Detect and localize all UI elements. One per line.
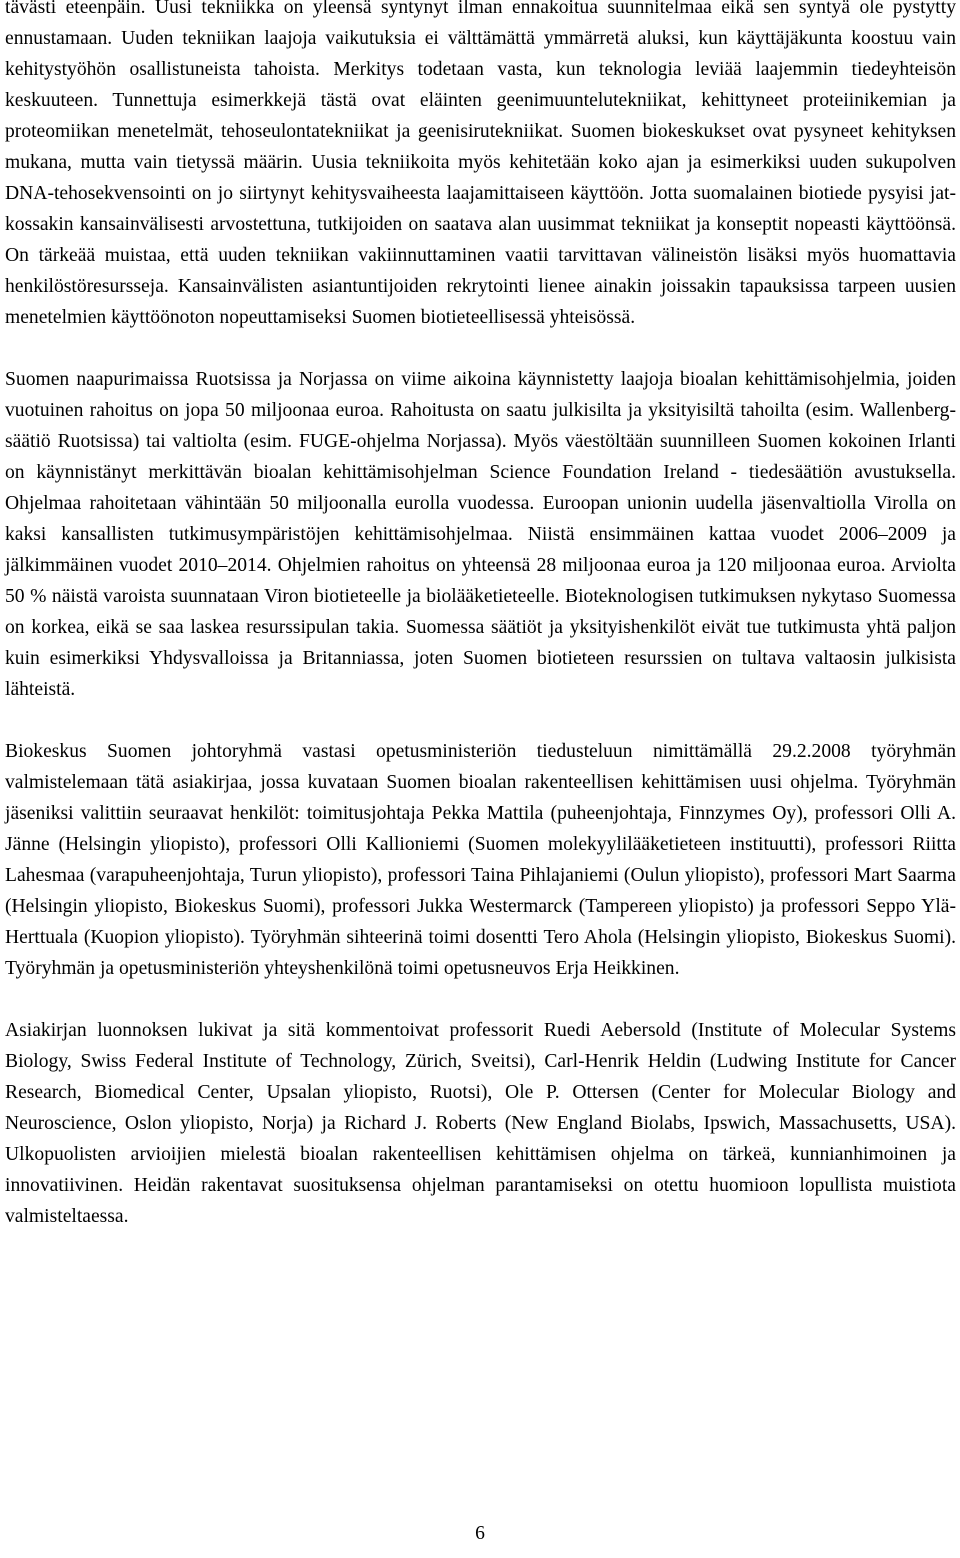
- paragraph-neighbour-programmes: Suomen naapurimaissa Ruotsissa ja Norjassa on viime aikoina käynnistetty laajoja bioalan kehittämisohjelmia, joiden vuotuinen rahoitus on jopa 50 miljoonaa euroa. Rahoitusta on saatu julkisilta ja yksityisiltä tahoilta (esim. Wallenberg-säätiö Ruotsissa) tai valtiolta (esim. FUGE-ohjelma Norjassa). Myös väestöltään suunnilleen Suomen kokoinen Irlanti on käynnistänyt merkittävän bioalan kehittämisohjelman Science Foundation Ireland - tiedesäätiön avustuksella. Ohjelmaa rahoitetaan vähintään 50 miljoonalla eurolla vuodessa. Euroopan unionin uudella jäsenvaltiolla Virolla on kaksi kansallisten tutkimusympäristöjen kehittämisohjelmaa. Niistä ensimmäinen kattaa vuodet 2006–2009 ja jälkimmäinen vuodet 2010–2014. Ohjelmien rahoitus on yhteensä 28 miljoonaa euroa ja 120 miljoonaa euroa. Arviolta 50 % näistä varoista suunnataan Viron biotieteelle ja biolääketieteelle. Bioteknologisen tutkimuksen nykytaso Suomessa on korkea, eikä se saa laskea resurssipulan takia. Suomessa säätiöt ja yksityishenkilöt eivät tue tutkimusta yhtä paljon kuin esimerkiksi Yhdysvalloissa ja Britanniassa, joten Suomen biotieteen resurssien on tultava valtaosin julkisista lähteistä.: [5, 369, 956, 700]
- paragraph-working-group: Biokeskus Suomen johtoryhmä vastasi opetusministeriön tiedusteluun nimittämällä 29.2.2008 työryhmän valmistelemaan tätä asiakirjaa, jossa kuvataan Suomen bioalan rakenteellisen kehittämisen uusi ohjelma. Työryhmän jäseniksi valittiin seuraavat henkilöt: toimitusjohtaja Pekka Mattila (puheenjohtaja, Finnzymes Oy), professori Olli A. Jänne (Helsingin yliopisto), professori Olli Kallioniemi (Suomen molekyylilääketieteen instituutti), professori Riitta Lahesmaa (varapuheenjohtaja, Turun yliopisto), professori Taina Pihlajaniemi (Oulun yliopisto), professori Mart Saarma (Helsingin yliopisto, Biokeskus Suomi), professori Jukka Westermarck (Tampereen yliopisto) ja professori Seppo Ylä-Herttuala (Kuopion yliopisto). Työryhmän sihteerinä toimi dosentti Tero Ahola (Helsingin yliopisto, Biokeskus Suomi). Työryhmän ja opetusministeriön yhteyshenkilönä toimi opetusneuvos Erja Heikkinen.: [5, 741, 956, 979]
- paragraph-external-reviewers: Asiakirjan luonnoksen lukivat ja sitä kommentoivat professorit Ruedi Aebersold (Institute of Molecular Systems Biology, Swiss Federal Institute of Technology, Zürich, Sveitsi), Carl-Henrik Heldin (Ludwing Institute for Cancer Research, Biomedical Center, Upsalan yliopisto, Ruotsi), Ole P. Ottersen (Center for Molecular Biology and Neuroscience, Oslon yliopisto, Norja) ja Richard J. Roberts (New England Biolabs, Ipswich, Massachusetts, USA). Ulkopuolisten arvioijien mielestä bioalan rakenteellisen kehittämisen ohjelma on tärkeä, kunnianhimoinen ja innovatiivinen. Heidän rakentavat suosituksensa ohjelman parantamiseksi on otettu huomioon lopullista muistiota valmisteltaessa.: [5, 1020, 956, 1227]
- page-number: 6: [475, 1523, 485, 1544]
- paragraph-technology-adoption: tävästi eteenpäin. Uusi tekniikka on yleensä syntynyt ilman ennakoitua suunnitelmaa eikä sen syntyä ole pystytty ennustamaan. Uuden tekniikan laajoja vaikutuksia ei välttämättä ymmärretä aluksi, kun käyttäjäkunta koostuu vain kehitystyöhön osallistuneista tahoista. Merkitys todetaan vasta, kun teknologia leviää laajemmin tiedeyhteisön keskuuteen. Tunnettuja esimerkkejä tästä ovat eläinten geenimuuntelutekniikat, kehittyneet proteiinikemian ja proteomiikan menetelmät, tehoseulontatekniikat ja geenisirutekniikat. Suomen biokeskukset ovat pysyneet kehityksen mukana, mutta vain tietyssä määrin. Uusia tekniikoita myös kehitetään koko ajan ja esimerkiksi uuden sukupolven DNA-tehosekvensointi on jo siirtynyt kehitysvaiheesta laajamittaiseen käyttöön. Jotta suomalainen biotiede pysyisi jatkossakin kansainvälisesti arvostettuna, tutkijoiden on saatava alan uusimmat tekniikat ja konseptit nopeasti käyttöönsä. On tärkeää muistaa, että uuden tekniikan vakiinnuttaminen vaatii tarvittavan välineistön lisäksi myös huomattavia henkilöstöresursseja. Kansainvälisten asiantuntijoiden rekrytointi lienee ainakin joissakin tapauksissa tarpeen uusien menetelmien käyttöönoton nopeuttamiseksi Suomen biotieteellisessä yhteisössä.: [5, 0, 956, 328]
